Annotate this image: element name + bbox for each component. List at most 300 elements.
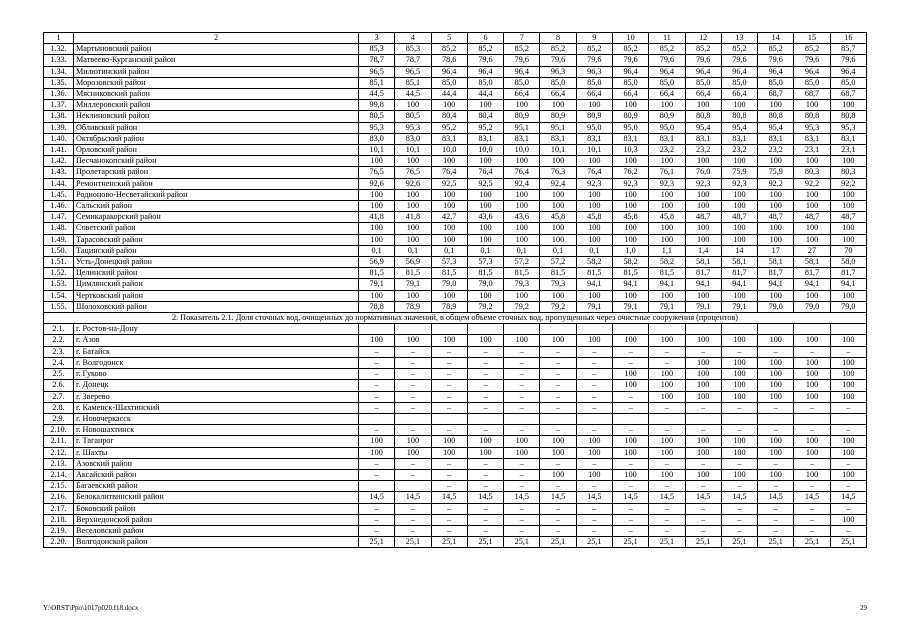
value-cell: – (794, 402, 830, 413)
table-row (44, 201, 867, 212)
value-cell (685, 324, 721, 335)
row-number-cell: 2.16. (44, 492, 74, 503)
table-row (44, 223, 867, 234)
table-row (44, 212, 867, 223)
value-cell: 25,1 (649, 537, 685, 548)
value-cell: 100 (431, 335, 467, 346)
value-cell: – (395, 425, 431, 436)
row-number-cell: 2.20. (44, 537, 74, 548)
value-cell: 85,0 (540, 77, 576, 88)
value-cell (721, 324, 757, 335)
value-cell: 100 (794, 447, 830, 458)
value-cell: 85,0 (649, 77, 685, 88)
value-cell: – (685, 425, 721, 436)
value-cell: 79,0 (830, 301, 866, 312)
value-cell: 100 (794, 380, 830, 391)
value-cell: 100 (685, 391, 721, 402)
row-label-cell: Ремонтненский район (74, 178, 359, 189)
value-cell: 45,8 (540, 212, 576, 223)
row-label-cell: г. Новошахтинск (74, 425, 359, 436)
value-cell: 79,1 (612, 301, 648, 312)
table-row (44, 436, 867, 447)
row-label-cell: г. Новочеркасск (74, 413, 359, 424)
value-cell: 81,5 (504, 268, 540, 279)
table-row (44, 122, 867, 133)
value-cell: 100 (359, 290, 395, 301)
value-cell: 96,4 (721, 66, 757, 77)
value-cell (395, 481, 431, 492)
row-number-cell: 1.32. (44, 44, 74, 55)
value-cell: – (540, 425, 576, 436)
value-cell: – (649, 525, 685, 536)
value-cell (612, 324, 648, 335)
row-number-cell: 2.19. (44, 525, 74, 536)
value-cell: 100 (576, 201, 612, 212)
value-cell: – (576, 357, 612, 368)
value-cell: – (576, 402, 612, 413)
value-cell: 100 (504, 189, 540, 200)
value-cell: – (504, 369, 540, 380)
value-cell: – (612, 391, 648, 402)
value-cell: 100 (721, 357, 757, 368)
value-cell: 100 (794, 223, 830, 234)
value-cell: – (649, 514, 685, 525)
value-cell: – (395, 402, 431, 413)
value-cell: – (685, 481, 721, 492)
value-cell: 85,7 (830, 44, 866, 55)
value-cell: 100 (612, 201, 648, 212)
table-row (44, 245, 867, 256)
value-cell: 100 (830, 436, 866, 447)
table-row (44, 481, 867, 492)
footer-file-path: Y:\ORST\Ppo\1017p020.f18.docx (43, 604, 139, 612)
value-cell: 78,6 (431, 55, 467, 66)
value-cell: – (540, 481, 576, 492)
value-cell (359, 324, 395, 335)
value-cell: – (504, 469, 540, 480)
value-cell: 92,3 (721, 178, 757, 189)
value-cell: 100 (431, 290, 467, 301)
value-cell: 80,9 (612, 111, 648, 122)
row-number-cell: 1.53. (44, 279, 74, 290)
value-cell: – (395, 346, 431, 357)
table-row (44, 425, 867, 436)
value-cell: 66,4 (685, 89, 721, 100)
value-cell: 78,8 (359, 301, 395, 312)
value-cell: 100 (540, 100, 576, 111)
row-label-cell: г. Ростов-на-Дону (74, 324, 359, 335)
value-cell: 44,4 (467, 89, 503, 100)
value-cell: 81,5 (467, 268, 503, 279)
value-cell: 96,4 (830, 66, 866, 77)
row-label-cell: г. Каменск-Шахтинский (74, 402, 359, 413)
value-cell: 16 (830, 33, 866, 44)
value-cell: 76,0 (685, 167, 721, 178)
value-cell: – (721, 525, 757, 536)
value-cell: 83,1 (431, 133, 467, 144)
value-cell: 100 (685, 469, 721, 480)
value-cell: – (431, 346, 467, 357)
value-cell (794, 413, 830, 424)
value-cell: 100 (794, 469, 830, 480)
value-cell: 80,3 (830, 167, 866, 178)
table-row (44, 133, 867, 144)
value-cell: 81,5 (649, 268, 685, 279)
value-cell: 100 (359, 436, 395, 447)
value-cell: 100 (758, 436, 794, 447)
value-cell: 100 (721, 469, 757, 480)
value-cell: 100 (395, 100, 431, 111)
row-number-cell: 1.54. (44, 290, 74, 301)
value-cell: – (612, 425, 648, 436)
value-cell: 100 (504, 335, 540, 346)
value-cell: 100 (794, 369, 830, 380)
value-cell: 100 (758, 447, 794, 458)
value-cell: 100 (504, 100, 540, 111)
value-cell: 85,2 (649, 44, 685, 55)
value-cell: 79,6 (794, 55, 830, 66)
value-cell: 14,5 (467, 492, 503, 503)
value-cell: 57,2 (540, 257, 576, 268)
value-cell: 100 (721, 290, 757, 301)
value-cell: 79,1 (395, 279, 431, 290)
value-cell: – (612, 481, 648, 492)
value-cell: – (504, 503, 540, 514)
row-number-cell: 2.8. (44, 402, 74, 413)
value-cell: 66,4 (649, 89, 685, 100)
value-cell: 100 (721, 436, 757, 447)
value-cell: 8 (540, 33, 576, 44)
value-cell: 14 (721, 245, 757, 256)
value-cell: – (758, 503, 794, 514)
value-cell: 83,1 (576, 133, 612, 144)
value-cell: 79,0 (431, 279, 467, 290)
value-cell: 100 (612, 234, 648, 245)
table-row (44, 100, 867, 111)
row-number-cell: 1.47. (44, 212, 74, 223)
value-cell: 100 (395, 156, 431, 167)
value-cell: 75,9 (758, 167, 794, 178)
value-cell: 66,4 (721, 89, 757, 100)
value-cell: 100 (395, 447, 431, 458)
value-cell: 95,2 (431, 122, 467, 133)
table-row (44, 458, 867, 469)
value-cell: – (612, 458, 648, 469)
value-cell: 100 (794, 156, 830, 167)
value-cell: – (359, 357, 395, 368)
value-cell: 100 (758, 290, 794, 301)
value-cell: 43,6 (467, 212, 503, 223)
row-label-cell: 2 (74, 33, 359, 44)
value-cell: 14,5 (359, 492, 395, 503)
value-cell: – (504, 357, 540, 368)
value-cell: 58,1 (794, 257, 830, 268)
value-cell: 100 (576, 100, 612, 111)
value-cell: 79,6 (612, 55, 648, 66)
value-cell: 85,3 (359, 44, 395, 55)
value-cell: – (830, 402, 866, 413)
value-cell: 100 (830, 391, 866, 402)
value-cell: 100 (830, 357, 866, 368)
table-row (44, 257, 867, 268)
value-cell: 100 (758, 335, 794, 346)
row-number-cell: 1.43. (44, 167, 74, 178)
value-cell: 100 (359, 223, 395, 234)
value-cell: 14,5 (649, 492, 685, 503)
table-row (44, 167, 867, 178)
value-cell: – (612, 346, 648, 357)
value-cell: 100 (649, 380, 685, 391)
value-cell: 48,7 (758, 212, 794, 223)
value-cell: – (467, 425, 503, 436)
value-cell: 23,2 (721, 145, 757, 156)
value-cell: 94,1 (794, 279, 830, 290)
value-cell: 25,1 (758, 537, 794, 548)
value-cell: – (685, 458, 721, 469)
value-cell: 100 (649, 201, 685, 212)
row-label-cell: Шолоховский район (74, 301, 359, 312)
value-cell: 23,2 (758, 145, 794, 156)
value-cell: 83,0 (359, 133, 395, 144)
row-label-cell: г. Гуково (74, 369, 359, 380)
value-cell: 45,8 (612, 212, 648, 223)
value-cell: – (649, 346, 685, 357)
row-label-cell: г. Таганрог (74, 436, 359, 447)
value-cell: 100 (758, 223, 794, 234)
value-cell: 44,4 (431, 89, 467, 100)
value-cell: 100 (576, 223, 612, 234)
row-number-cell: 2.14. (44, 469, 74, 480)
value-cell: 85,2 (576, 44, 612, 55)
value-cell: 100 (649, 223, 685, 234)
value-cell: 100 (649, 469, 685, 480)
value-cell: 100 (576, 290, 612, 301)
row-number-cell: 1.52. (44, 268, 74, 279)
value-cell: 79,6 (685, 55, 721, 66)
value-cell: 100 (395, 201, 431, 212)
table-row (44, 66, 867, 77)
value-cell: 83,1 (685, 133, 721, 144)
table-row (44, 324, 867, 335)
value-cell: 48,7 (794, 212, 830, 223)
value-cell: 96,4 (467, 66, 503, 77)
value-cell: 100 (395, 335, 431, 346)
value-cell: 81,5 (359, 268, 395, 279)
value-cell: 100 (830, 514, 866, 525)
value-cell: – (431, 402, 467, 413)
value-cell: 100 (721, 234, 757, 245)
value-cell: 76,4 (576, 167, 612, 178)
value-cell: 100 (467, 100, 503, 111)
value-cell (758, 413, 794, 424)
value-cell: 95,0 (612, 122, 648, 133)
value-cell: 66,4 (504, 89, 540, 100)
value-cell (830, 413, 866, 424)
table-row (44, 178, 867, 189)
value-cell: – (431, 514, 467, 525)
value-cell: – (794, 425, 830, 436)
value-cell: 92,2 (830, 178, 866, 189)
value-cell: 76,3 (540, 167, 576, 178)
value-cell: 92,5 (431, 178, 467, 189)
value-cell: 12 (685, 33, 721, 44)
value-cell: 85,0 (576, 77, 612, 88)
table-row (44, 268, 867, 279)
row-number-cell: 1.46. (44, 201, 74, 212)
value-cell: 80,8 (685, 111, 721, 122)
value-cell: 100 (540, 469, 576, 480)
value-cell: 100 (612, 380, 648, 391)
value-cell: 83,1 (649, 133, 685, 144)
value-cell: 14,5 (721, 492, 757, 503)
value-cell: – (649, 458, 685, 469)
value-cell: – (359, 369, 395, 380)
value-cell: – (467, 458, 503, 469)
value-cell: 100 (612, 156, 648, 167)
value-cell: – (359, 425, 395, 436)
value-cell: 99,8 (359, 100, 395, 111)
value-cell: – (758, 525, 794, 536)
value-cell: 85,2 (794, 44, 830, 55)
value-cell: 100 (721, 447, 757, 458)
row-number-cell: 1.41. (44, 145, 74, 156)
table-row (44, 369, 867, 380)
value-cell: 96,4 (758, 66, 794, 77)
value-cell (576, 413, 612, 424)
row-label-cell: г. Донецк (74, 380, 359, 391)
value-cell: 100 (649, 447, 685, 458)
value-cell: 9 (576, 33, 612, 44)
value-cell: 25,1 (830, 537, 866, 548)
value-cell: 79,3 (540, 279, 576, 290)
value-cell: 92,4 (504, 178, 540, 189)
value-cell: – (685, 503, 721, 514)
table-row (44, 77, 867, 88)
value-cell: – (540, 380, 576, 391)
value-cell (467, 413, 503, 424)
value-cell: 100 (431, 156, 467, 167)
value-cell: 78,7 (359, 55, 395, 66)
value-cell: 100 (685, 156, 721, 167)
row-number-cell: 1.38. (44, 111, 74, 122)
value-cell: 83,0 (395, 133, 431, 144)
value-cell: – (467, 402, 503, 413)
value-cell: 100 (794, 335, 830, 346)
row-label-cell: Веселовский район (74, 525, 359, 536)
value-cell: – (576, 380, 612, 391)
value-cell: 100 (540, 335, 576, 346)
value-cell: 0,1 (395, 245, 431, 256)
value-cell: 100 (576, 436, 612, 447)
table-row (44, 537, 867, 548)
value-cell: – (576, 391, 612, 402)
table-row (44, 44, 867, 55)
row-number-cell: 2.13. (44, 458, 74, 469)
value-cell: 76,5 (395, 167, 431, 178)
value-cell: – (540, 391, 576, 402)
value-cell: 23,2 (685, 145, 721, 156)
value-cell: – (758, 346, 794, 357)
value-cell: 85,1 (359, 77, 395, 88)
value-cell: 100 (794, 234, 830, 245)
value-cell: 78,9 (431, 301, 467, 312)
indicator-table (43, 32, 867, 548)
table-row (44, 145, 867, 156)
value-cell: 80,3 (794, 167, 830, 178)
table-row (44, 402, 867, 413)
value-cell: 83,1 (504, 133, 540, 144)
value-cell: 100 (830, 234, 866, 245)
row-number-cell: 1.42. (44, 156, 74, 167)
value-cell: 57,3 (431, 257, 467, 268)
value-cell: 25,1 (576, 537, 612, 548)
value-cell: – (395, 391, 431, 402)
value-cell: 100 (794, 201, 830, 212)
value-cell: 25,1 (721, 537, 757, 548)
value-cell: 100 (794, 189, 830, 200)
value-cell: 83,1 (612, 133, 648, 144)
row-number-cell: 2.9. (44, 413, 74, 424)
value-cell: 92,3 (649, 178, 685, 189)
value-cell: 95,4 (721, 122, 757, 133)
value-cell: 100 (467, 436, 503, 447)
value-cell: 79,6 (830, 55, 866, 66)
value-cell: – (395, 503, 431, 514)
row-number-cell: 2.10. (44, 425, 74, 436)
value-cell: 100 (612, 290, 648, 301)
value-cell: 100 (504, 156, 540, 167)
value-cell: 95,0 (576, 122, 612, 133)
value-cell: 100 (830, 335, 866, 346)
value-cell: 96,4 (649, 66, 685, 77)
value-cell: 10,0 (431, 145, 467, 156)
value-cell: – (612, 525, 648, 536)
data-table-sheet (43, 32, 867, 548)
value-cell: 100 (431, 447, 467, 458)
value-cell: 85,0 (467, 77, 503, 88)
value-cell: 25,1 (504, 537, 540, 548)
row-label-cell: Орловский район (74, 145, 359, 156)
value-cell: 0,1 (431, 245, 467, 256)
value-cell: 100 (649, 234, 685, 245)
value-cell: 100 (540, 223, 576, 234)
value-cell: – (504, 346, 540, 357)
value-cell: 100 (467, 335, 503, 346)
value-cell: – (359, 402, 395, 413)
value-cell: – (431, 425, 467, 436)
row-label-cell: Песчанокопский район (74, 156, 359, 167)
value-cell: 100 (830, 469, 866, 480)
value-cell: 14,5 (540, 492, 576, 503)
value-cell: 41,8 (395, 212, 431, 223)
value-cell: 57,3 (467, 257, 503, 268)
value-cell: – (431, 369, 467, 380)
row-number-cell: 1.39. (44, 122, 74, 133)
value-cell: 100 (685, 201, 721, 212)
value-cell: 92,5 (467, 178, 503, 189)
table-row (44, 380, 867, 391)
row-number-cell: 2.17. (44, 503, 74, 514)
value-cell: 96,3 (576, 66, 612, 77)
value-cell: 0,1 (504, 245, 540, 256)
value-cell: 85,0 (431, 77, 467, 88)
value-cell: – (540, 357, 576, 368)
value-cell: 79,2 (504, 301, 540, 312)
value-cell: – (431, 391, 467, 402)
value-cell: 100 (395, 436, 431, 447)
value-cell: – (721, 425, 757, 436)
value-cell: – (830, 425, 866, 436)
